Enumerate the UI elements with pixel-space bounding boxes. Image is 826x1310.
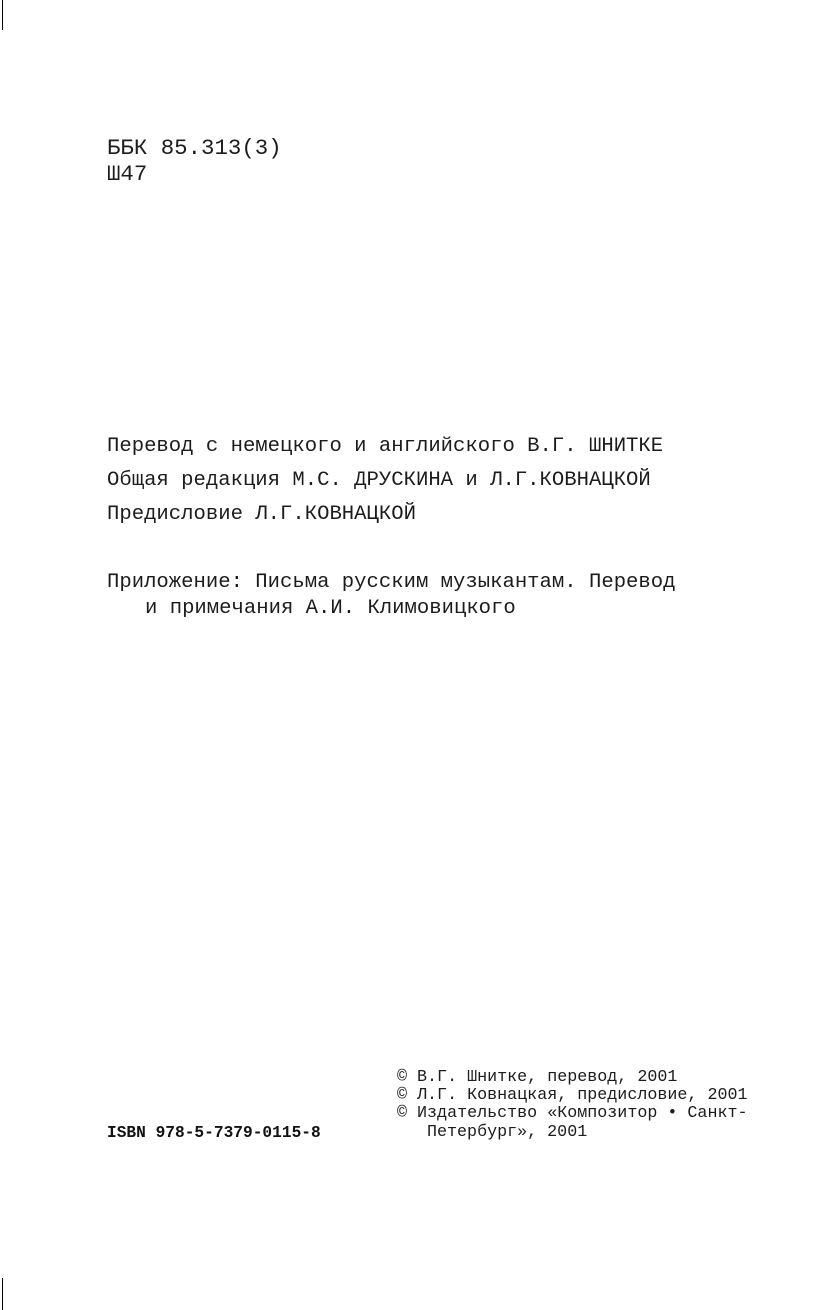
- preface-credit: Предисловие Л.Г.КОВНАЦКОЙ: [107, 503, 416, 526]
- isbn-number: ISBN 978-5-7379-0115-8: [107, 1124, 321, 1142]
- copyright-line: © Л.Г. Ковнацкая, предисловие, 2001: [397, 1086, 748, 1105]
- author-mark: Ш47: [107, 161, 148, 187]
- crop-mark-top: [2, 0, 3, 30]
- appendix-line: и примечания А.И. Климовицкого: [145, 597, 516, 620]
- copyright-line: Петербург», 2001: [427, 1123, 588, 1142]
- translation-credit: Перевод с немецкого и английского В.Г. ШНИТКЕ: [107, 435, 664, 458]
- editing-credit: Общая редакция М.С. ДРУСКИНА и Л.Г.КОВНАЦКОЙ: [107, 469, 651, 492]
- crop-mark-bottom: [2, 1278, 3, 1310]
- bbk-code: ББК 85.313(3): [107, 135, 282, 161]
- copyright-line: © В.Г. Шнитке, перевод, 2001: [397, 1068, 678, 1087]
- copyright-line: © Издательство «Композитор • Санкт-: [397, 1104, 748, 1123]
- appendix-line: Приложение: Письма русским музыкантам. Перевод: [107, 571, 676, 594]
